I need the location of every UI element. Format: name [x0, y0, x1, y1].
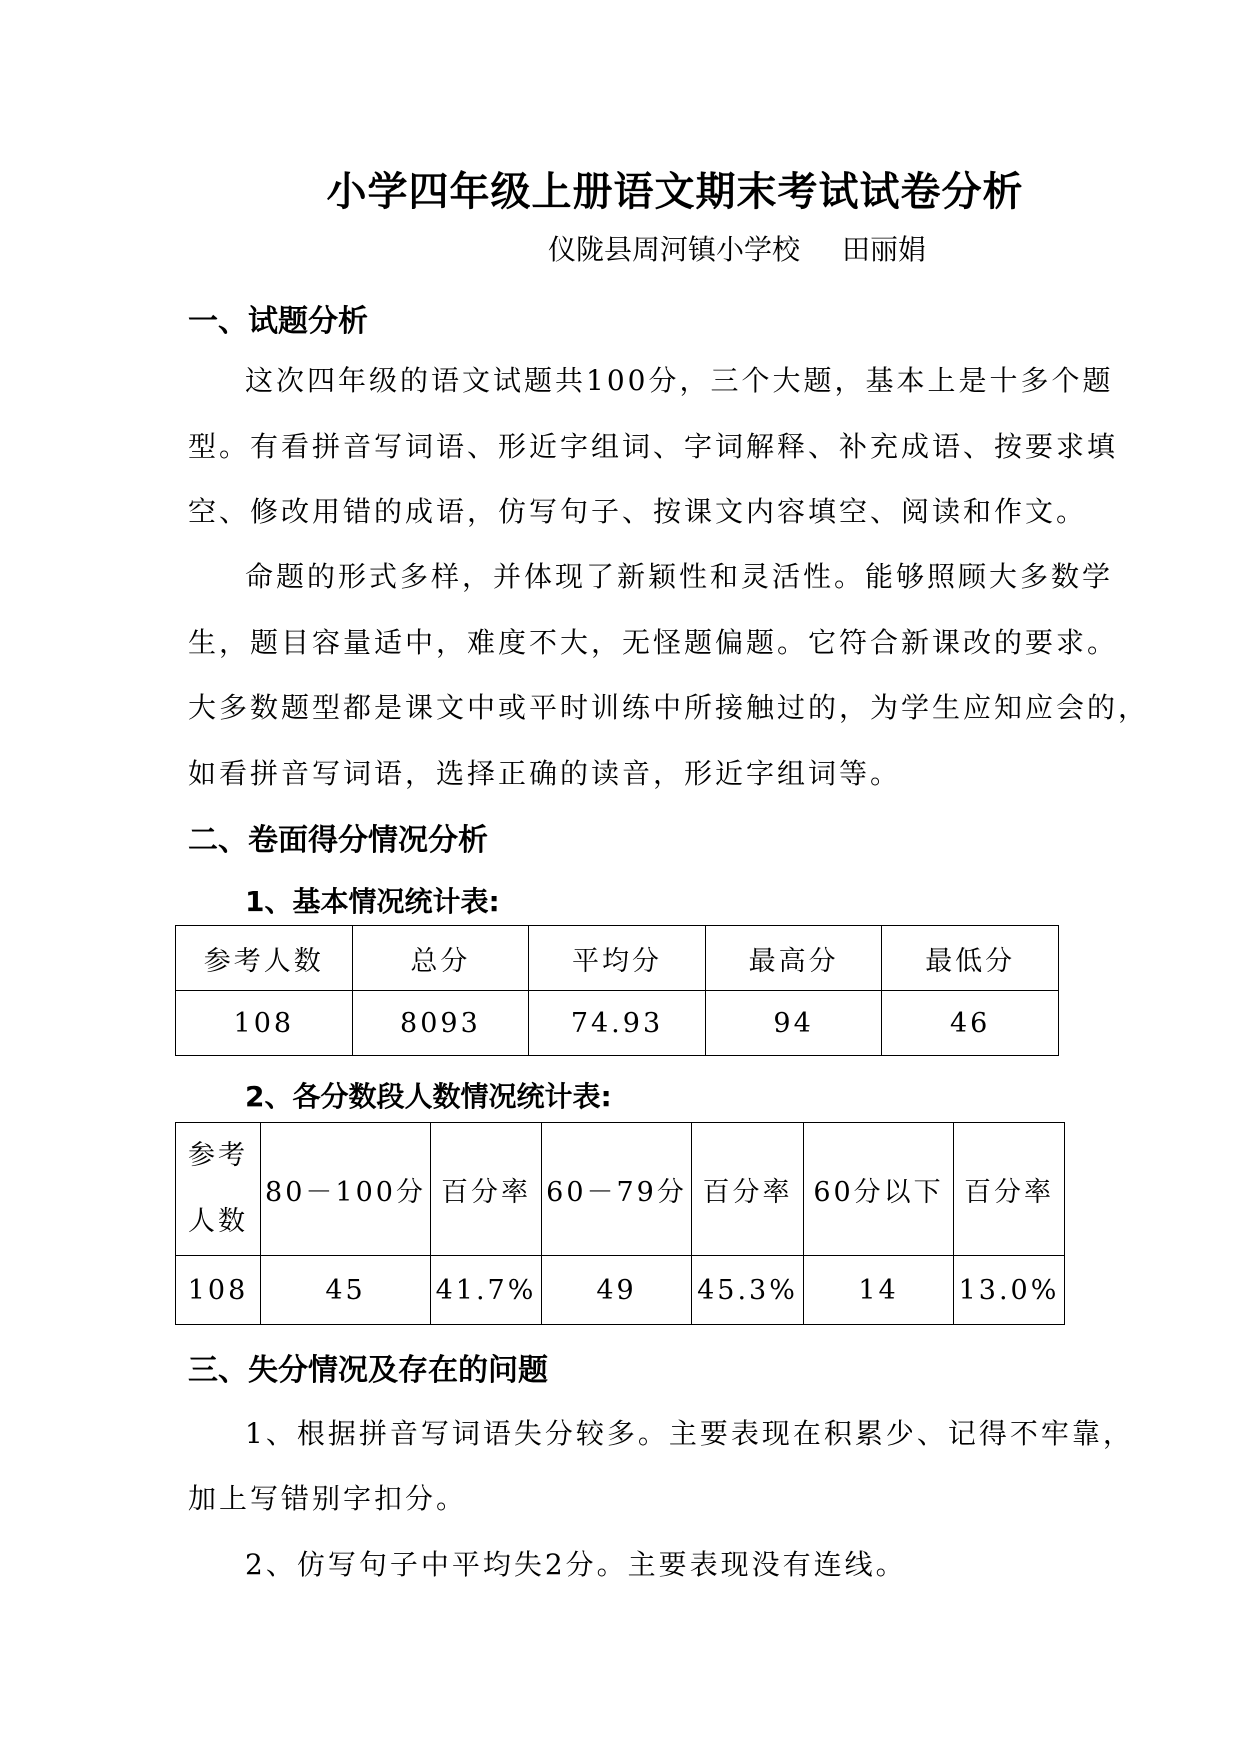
section-heading-3: 三、失分情况及存在的问题 [188, 1353, 548, 1388]
section-heading-1: 一、试题分析 [188, 304, 368, 339]
paragraph-line: 生，题目容量适中，难度不大，无怪题偏题。它符合新课改的要求。 [188, 626, 1119, 659]
table-cell: 45.3% [692, 1256, 804, 1325]
table-header-cell: 百分率 [431, 1123, 542, 1256]
table-cell: 108 [176, 991, 353, 1056]
table-header-cell: 平均分 [529, 926, 706, 991]
table-cell: 8093 [352, 991, 529, 1056]
table-header-cell: 80－100分 [261, 1123, 431, 1256]
table-header-cell: 百分率 [692, 1123, 804, 1256]
paragraph-line: 大多数题型都是课文中或平时训练中所接触过的，为学生应知应会的， [188, 691, 1150, 724]
table-cell: 45 [261, 1256, 431, 1325]
table-header-cell: 最高分 [705, 926, 882, 991]
table-header-cell: 参考人数 [176, 926, 353, 991]
section-heading-2: 二、卷面得分情况分析 [188, 823, 488, 858]
score-band-table [175, 1122, 1065, 1325]
table-cell: 46 [882, 991, 1059, 1056]
byline-school: 仪陇县周河镇小学校 [547, 233, 800, 266]
header-line: 参考 [188, 1140, 248, 1171]
paragraph-line: 如看拼音写词语，选择正确的读音，形近字组词等。 [188, 757, 902, 790]
table-cell: 94 [705, 991, 882, 1056]
paragraph-line: 这次四年级的语文试题共100分，三个大题，基本上是十多个题 [245, 364, 1114, 397]
table-header-cell [176, 1123, 261, 1256]
table1-caption: 1、基本情况统计表: [245, 885, 500, 918]
table-header-row [176, 1123, 1065, 1256]
table-cell: 74.93 [529, 991, 706, 1056]
table-cell: 41.7% [431, 1256, 542, 1325]
table-header-cell: 最低分 [882, 926, 1059, 991]
byline-author: 田丽娟 [841, 233, 926, 266]
table-cell: 14 [804, 1256, 954, 1325]
basic-stats-table [175, 925, 1059, 1056]
table-row [176, 1256, 1065, 1325]
paragraph-line: 1、根据拼音写词语失分较多。主要表现在积累少、记得不牢靠， [245, 1417, 1134, 1450]
table2-caption: 2、各分数段人数情况统计表: [245, 1080, 612, 1113]
table-header-cell: 60分以下 [804, 1123, 954, 1256]
header-line: 人数 [188, 1206, 248, 1237]
paragraph-line: 2、仿写句子中平均失2分。主要表现没有连线。 [245, 1548, 907, 1581]
paragraph-line: 型。有看拼音写词语、形近字组词、字词解释、补充成语、按要求填 [188, 430, 1119, 463]
table-row [176, 991, 1059, 1056]
table-cell: 13.0% [954, 1256, 1065, 1325]
paragraph-line: 加上写错别字扣分。 [188, 1482, 468, 1515]
byline [0, 228, 926, 268]
table-header-row [176, 926, 1059, 991]
table-cell: 49 [542, 1256, 692, 1325]
paragraph-line: 空、修改用错的成语，仿写句子、按课文内容填空、阅读和作文。 [188, 495, 1088, 528]
table-cell: 108 [176, 1256, 261, 1325]
table-header-cell: 60－79分 [542, 1123, 692, 1256]
table-header-cell: 总分 [352, 926, 529, 991]
table-header-cell: 百分率 [954, 1123, 1065, 1256]
document-title: 小学四年级上册语文期末考试试卷分析 [326, 169, 1024, 215]
paragraph-line: 命题的形式多样，并体现了新颖性和灵活性。能够照顾大多数学 [245, 560, 1114, 593]
